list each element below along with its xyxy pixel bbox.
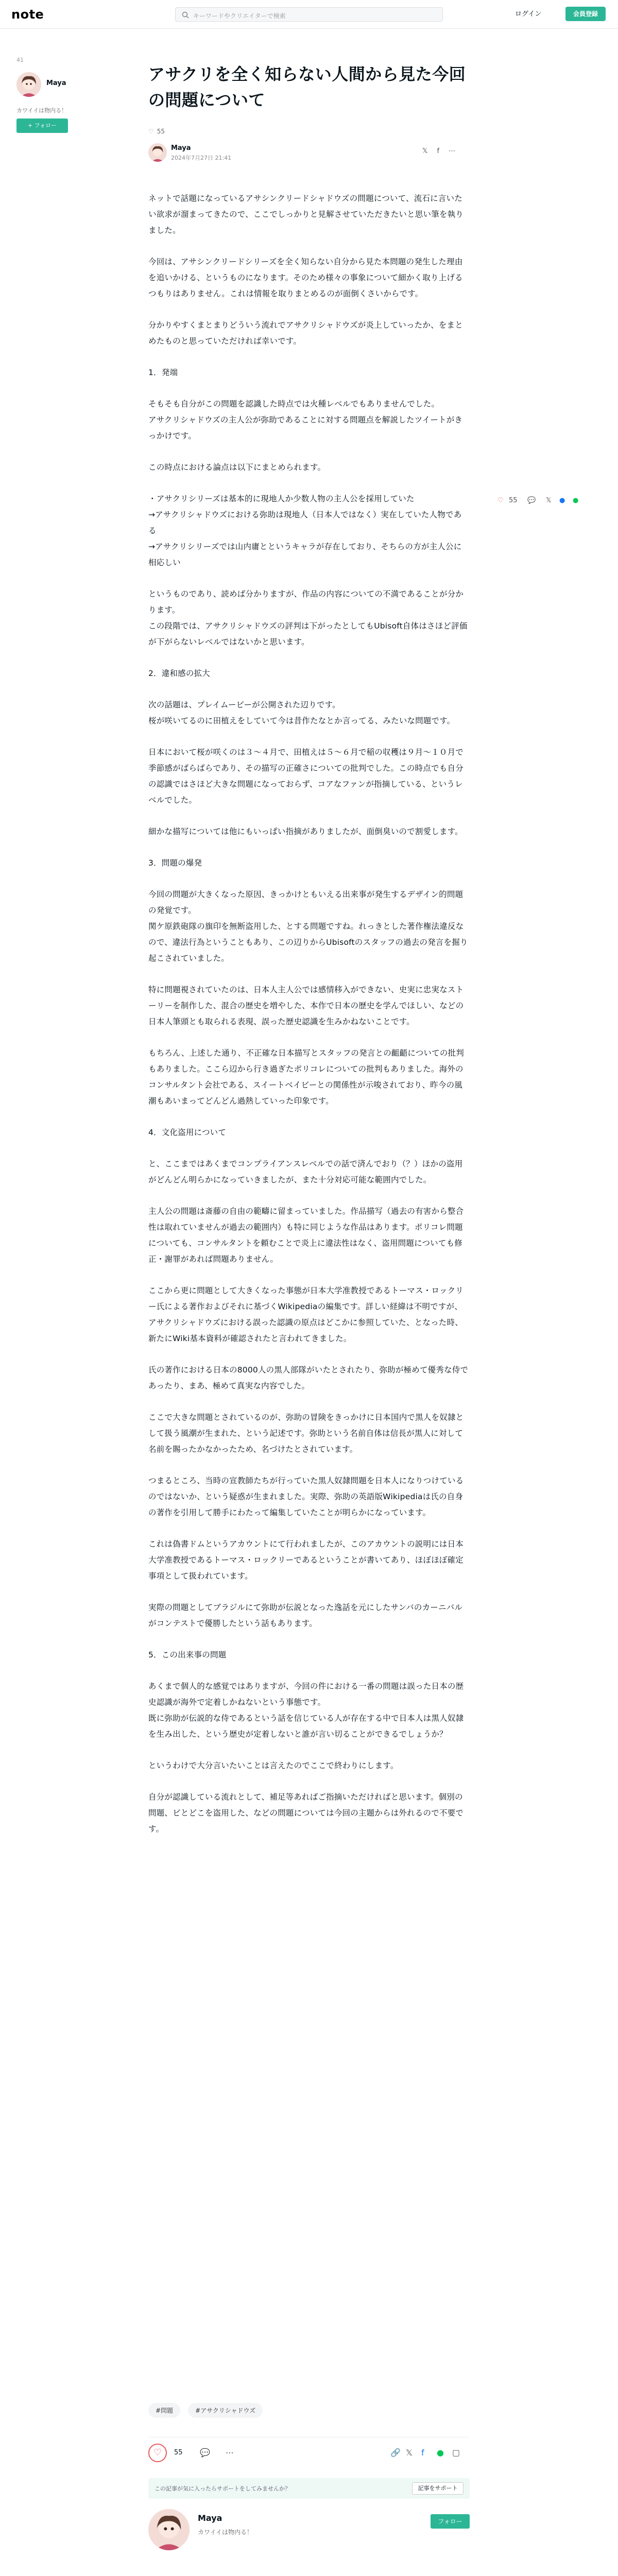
- profile-follow-button[interactable]: フォロー: [431, 2514, 470, 2529]
- paragraph: 細かな描写については他にもいっぱい指摘がありましたが、面倒臭いので割愛します。: [148, 827, 463, 836]
- paragraph: ここで大きな問題とされているのが、弥助の冒険をきっかけに日本国内で黒人を奴隷として扱う風潮が生まれた、という記述です。弥助という名前自体は信長が黒人に対して名前を賜ったかなかったため、名づけたとされています。: [148, 1413, 464, 1454]
- comment-icon[interactable]: 💬: [200, 2448, 210, 2458]
- support-banner: [148, 2478, 470, 2499]
- login-link[interactable]: ログイン: [515, 10, 542, 18]
- comment-icon[interactable]: 💬: [527, 497, 536, 504]
- x-share-icon[interactable]: 𝕏: [406, 2448, 413, 2458]
- share-icons: [413, 147, 470, 158]
- heart-icon: ♡: [153, 2447, 162, 2458]
- heart-icon[interactable]: ♡: [497, 497, 504, 504]
- paragraph: というものであり、読めば分かりますが、作品の内容についての不満であることが分かります。 この段階では、アサクリシャドウズの評判は下がったとしてもUbisoft自体はさほど評価が下がらないレベルではないかと思います。: [148, 589, 468, 647]
- article-actions: [148, 2437, 470, 2463]
- side-count: 41: [16, 57, 24, 63]
- paragraph: 今回の問題が大きくなった原因、きっかけともいえる出来事が発生するデザイン的問題の発覚です。 関ケ原鉄砲隊の旗印を無断盗用した、とする問題ですね。れっきとした著作権法違反なので、違法行為ということもあり、この辺りからUbisoftのスタッフの過去の発言を掘り起こされていました。: [148, 890, 468, 963]
- article: [148, 62, 470, 2536]
- tag-list: [148, 2403, 268, 2418]
- paragraph: 氏の著作における日本の8000人の黒人部隊がいたとされたり、弥助が極めて優秀な侍であったり、まあ、極めて真実な内容でした。: [148, 1365, 469, 1391]
- paragraph: 分かりやすくまとまりどういう流れでアサクリシャドウズが炎上していったか、をまとめたものと思っていただければ幸いです。: [148, 320, 463, 346]
- section-heading: 4．文化盗用について: [148, 1128, 227, 1137]
- paragraph: つまるところ、当時の宣教師たちが行っていた黒人奴隷問題を日本人になりつけているのではないか、という疑惑が生まれました。実際、弥助の英語版Wikipediaは氏の自身の著作を引用して勝手にわたって編集していたことが明らかになっています。: [148, 1476, 464, 1517]
- signup-button[interactable]: 会員登録: [565, 7, 606, 21]
- section-heading: 2．違和感の拡大: [148, 669, 210, 678]
- tag[interactable]: #アサクリシャドウズ: [188, 2403, 263, 2418]
- title-likes: [148, 128, 165, 135]
- like-count: 55: [174, 2449, 183, 2456]
- profile-name[interactable]: Maya: [198, 2513, 222, 2523]
- link-icon[interactable]: 🔗: [390, 2448, 401, 2458]
- more-icon[interactable]: ⋯: [449, 147, 456, 155]
- search-box[interactable]: [175, 7, 443, 22]
- paragraph: 主人公の問題は斎藤の自由の範疇に留まっていました。作品描写（過去の有害から整合性は取れていませんが過去の範囲内）も特に同じような作品はあります。ポリコレ問題についても、コンサルタントを頼むことで炎上に違法性はなく、盗用問題についても修正・謝罪があれば問題ありません。: [148, 1207, 464, 1264]
- support-text: この記事が気に入ったらサポートをしてみませんか？: [154, 2485, 290, 2492]
- side-author-bio: カワイイは物内る！: [16, 107, 67, 114]
- paragraph: 特に問題視されていたのは、日本人主人公では感情移入ができない、史実に忠実なストーリーを制作した、混合の歴史を増やした、本作で日本の歴史を学んでほしい、などの日本人筆頭とも取られる表現、誤った歴史認識を生みかねないことです。: [148, 985, 464, 1026]
- avatar[interactable]: [16, 72, 41, 97]
- paragraph: 自分が認識している流れとして、補足等あればご指摘いただければと思います。個別の問題、ビとどこを盗用した、などの問題については今回の主題からは外れるので不要です。: [148, 1792, 464, 1834]
- paragraph: 日本において桜が咲くのは３〜４月で、田植えは５〜６月で稲の収穫は９月〜１０月で季節感がばらばらであり、その描写の正確さについての批判でした。この時点でも自分の認識ではさほど大きな問題になっておらず、コアなファンが指摘している、というレベルでした。: [148, 748, 464, 805]
- section-heading: 3．問題の爆発: [148, 858, 202, 868]
- author-profile-card: [148, 2509, 470, 2555]
- paragraph: ここから更に問題として大きくなった事態が日本大学准教授であるトーマス・ロックリー氏による著作およびそれに基づくWikipediaの編集です。詳しい経緯は不明ですが、アサクリシャドウズにおける誤った認識の原点はどこかに参照していた、となった時、新たにWiki基本資料が確認されたと言われてきました。: [148, 1286, 464, 1343]
- search-placeholder: キーワードやクリエイターで検索: [193, 12, 286, 20]
- paragraph: と、ここまではあくまでコンプライアンスレベルでの話で済んでおり（？）ほかの盗用がどんどん明らかになっていきましたが、また十分対応可能な範囲内でした。: [148, 1159, 463, 1184]
- support-button[interactable]: 記事をサポート: [412, 2482, 464, 2495]
- line-icon[interactable]: ●: [437, 2448, 444, 2458]
- paragraph: というわけで大分言いたいことは言えたのでここで終わりにします。: [148, 1761, 399, 1770]
- facebook-icon[interactable]: f: [437, 147, 440, 155]
- x-share-icon[interactable]: 𝕏: [422, 147, 428, 155]
- top-header: [0, 0, 618, 29]
- heart-icon[interactable]: ♡: [148, 128, 154, 135]
- search-icon: [182, 11, 189, 19]
- paragraph: 次の話題は、プレイムービーが公開された辺りです。 桜が咲いてるのに田植えをしていて今は昔作たなとか言ってる、みたいな問題です。: [148, 700, 455, 725]
- side-profile: [16, 57, 78, 129]
- facebook-icon[interactable]: f: [421, 2448, 424, 2458]
- paragraph: これは偽書ドムというアカウントにて行われましたが、このアカウントの説明には日本大学准教授であるトーマス・ロックリーであるということが書いてあり、ほぼほぼ確定事項として扱われています。: [148, 1539, 464, 1581]
- paragraph: そもそも自分がこの問題を認識した時点では火種レベルでもありませんでした。 アサクリシャドウズの主人公が弥助であることに対する問題点を解説したツイートがきっかけです。: [148, 399, 463, 440]
- float-like-count: 55: [509, 497, 518, 504]
- tag[interactable]: #問題: [148, 2403, 180, 2418]
- section-heading: 5．この出来事の問題: [148, 1650, 227, 1659]
- article-title: アサクリを全く知らない人間から見た今回の問題について: [148, 64, 466, 110]
- title-like-count: 55: [157, 128, 165, 135]
- author-row: [148, 142, 470, 163]
- line-icon[interactable]: ●: [573, 497, 579, 504]
- section-heading: 1．発端: [148, 368, 178, 377]
- side-follow-button[interactable]: + フォロー: [16, 118, 68, 133]
- paragraph: 今回は、アサシンクリードシリーズを全く知らない自分から見た本問題の発生した理由を追いかける、というものになります。そのため様々の事象について細かく取り上げるつもりはありません。これは情報を取りまとめるのが面倒くさいからです。: [148, 257, 463, 298]
- more-icon[interactable]: ⋯: [226, 2448, 234, 2458]
- paragraph: この時点における論点は以下にまとめられます。: [148, 463, 326, 472]
- author-name[interactable]: Maya: [171, 144, 191, 152]
- paragraph: あくまで個人的な感覚ではありますが、今回の件における一番の問題は誤った日本の歴史認識が海外で定着しかねないという事態です。 既に弥助が伝説的な侍であるという話を信じている人が存在する中で日本人は黒人奴隷を生み出した、という歴史が定着しないと誰が言い切ることができるでしょうか？: [148, 1682, 464, 1739]
- like-button[interactable]: [148, 2444, 167, 2462]
- paragraph: ・アサクリシリーズは基本的に現地人か少数人物の主人公を採用していた →アサクリシャドウズにおける弥助は現地人（日本人ではなく）実在していた人物である →アサクリシリーズでは山内庸とというキャラが存在しており、そちらの方が主人公に相応しい: [148, 494, 462, 567]
- x-share-icon[interactable]: 𝕏: [546, 497, 552, 504]
- avatar[interactable]: [148, 2509, 190, 2550]
- bookmark-icon[interactable]: ▢: [452, 2448, 460, 2458]
- avatar[interactable]: [148, 143, 167, 162]
- publish-date: 2024年7月27日 21:41: [171, 155, 232, 161]
- paragraph: 実際の問題としてブラジルにて弥助が伝説となった逸話を元にしたサンバのカーニバルがコンテストで優勝したという話もあります。: [148, 1603, 463, 1628]
- side-author-name[interactable]: Maya: [46, 79, 66, 87]
- facebook-icon[interactable]: ●: [559, 497, 565, 504]
- floating-action-bar: [497, 496, 606, 508]
- paragraph: もちろん、上述した通り、不正確な日本描写とスタッフの発言との齟齬についての批判もありました。ここら辺から行き過ぎたポリコレについての批判もありました。海外のコンサルタント会社である、スイートベイビーとの関係性が示唆されており、昨今の風潮もあいまってどんどん過熱していった印象です。: [148, 1048, 464, 1106]
- article-body: [148, 191, 470, 1853]
- note-logo[interactable]: note: [11, 7, 44, 22]
- profile-bio: カワイイは物内る！: [198, 2529, 253, 2536]
- paragraph: ネットで話題になっているアサシンクリードシャドウズの問題について、流石に言いたい欲求が溜まってきたので、ここでしっかりと見解させていただきたいと思い筆を執りました。: [148, 194, 464, 235]
